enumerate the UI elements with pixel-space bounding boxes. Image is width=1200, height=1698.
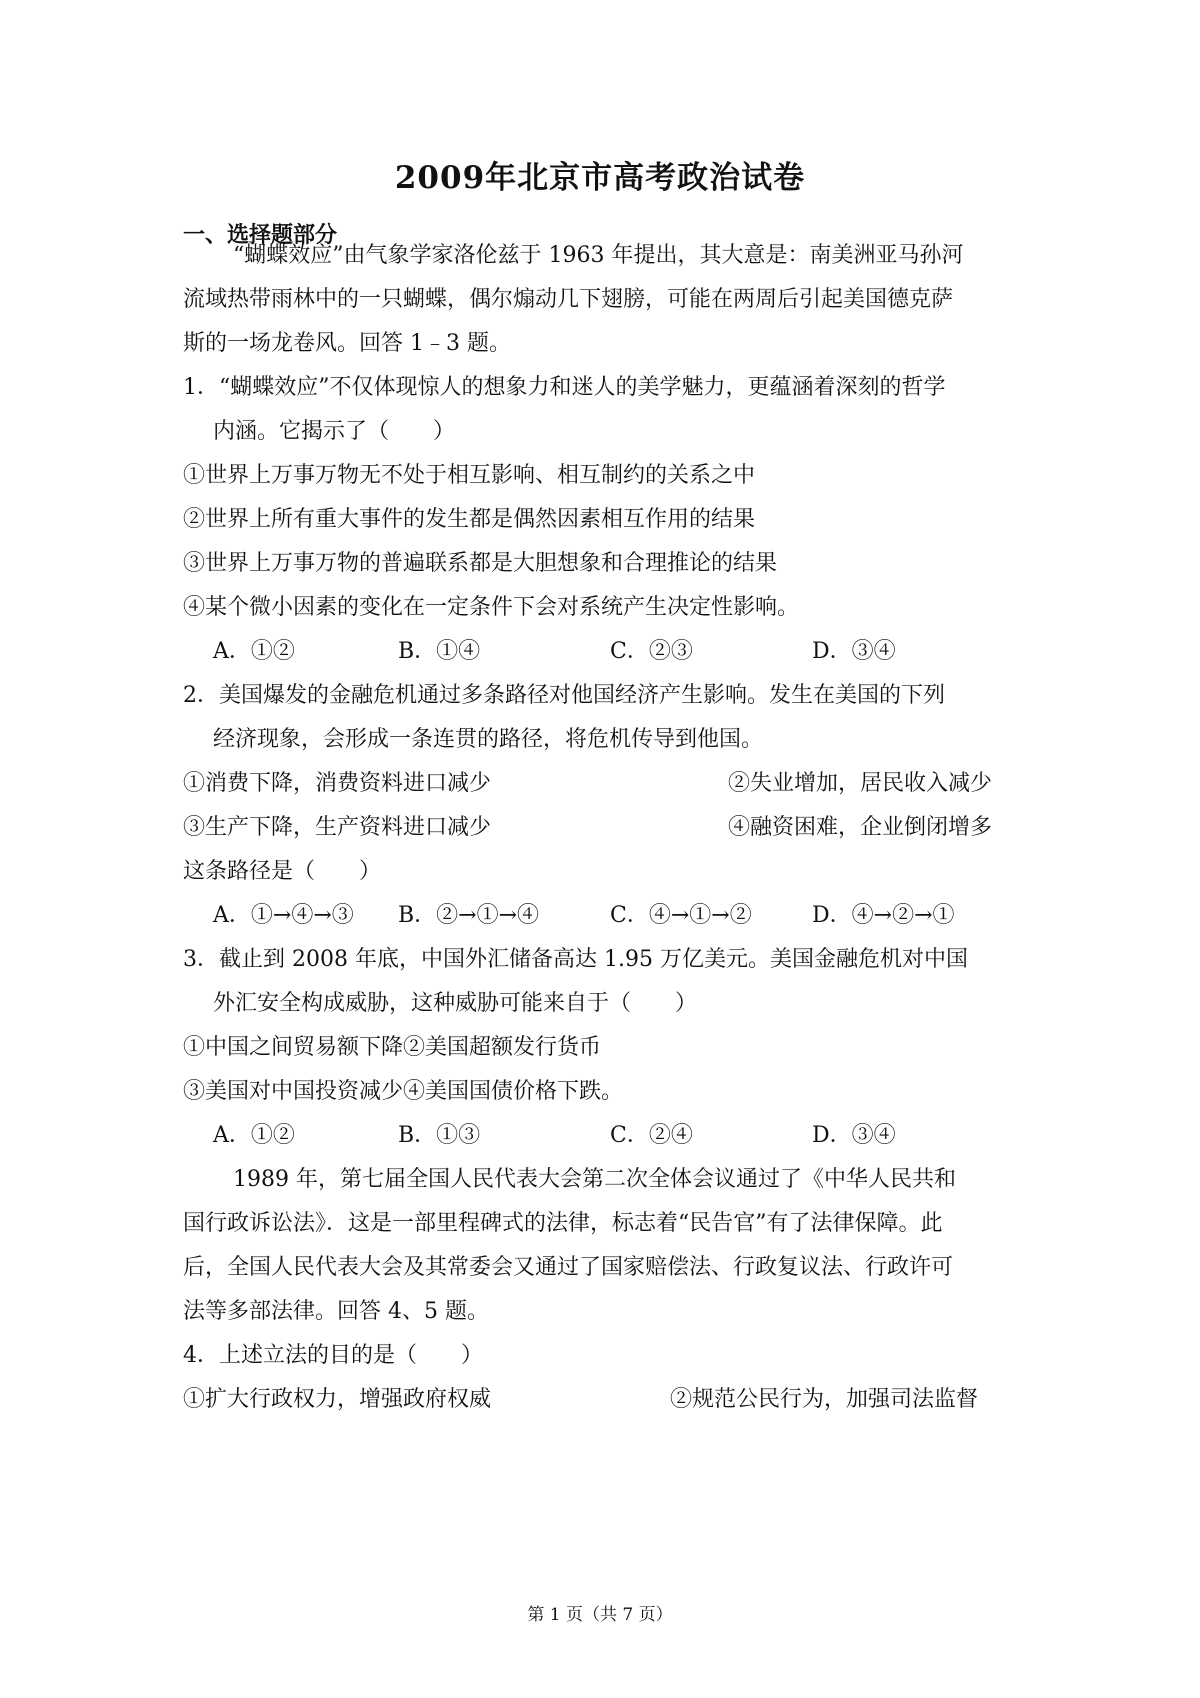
q1-item: ①世界上万事万物无不处于相互影响、相互制约的关系之中 <box>183 463 756 488</box>
q1-option-c: C．②③ <box>610 639 693 664</box>
intro2-line: 法等多部法律。回答 4、5 题。 <box>183 1299 489 1324</box>
q1-item: ②世界上所有重大事件的发生都是偶然因素相互作用的结果 <box>183 507 756 532</box>
q3-item: ③美国对中国投资减少④美国国债价格下跌。 <box>183 1079 624 1104</box>
q4-item: ②规范公民行为，加强司法监督 <box>670 1387 979 1412</box>
intro2-line: 后，全国人民代表大会及其常委会又通过了国家赔偿法、行政复议法、行政许可 <box>183 1255 954 1280</box>
q1-option-a: A．①② <box>213 639 295 664</box>
intro1-line: 流域热带雨林中的一只蝴蝶，偶尔煽动几下翅膀，可能在两周后引起美国德克萨 <box>183 287 954 312</box>
q1-stem: 1．“蝴蝶效应”不仅体现惊人的想象力和迷人的美学魅力，更蕴涵着深刻的哲学 <box>183 375 946 400</box>
q4-stem: 4．上述立法的目的是（ ） <box>183 1343 483 1368</box>
intro2-line: 国行政诉讼法》．这是一部里程碑式的法律，标志着“民告官”有了法律保障。此 <box>183 1211 943 1236</box>
q3-option-c: C．②④ <box>610 1123 693 1148</box>
section-heading: 一、选择题部分 <box>183 222 338 248</box>
q1-item: ④某个微小因素的变化在一定条件下会对系统产生决定性影响。 <box>183 595 800 620</box>
intro1-line: 斯的一场龙卷风。回答 1﹣3 题。 <box>183 331 511 356</box>
q2-option-a: A．①→④→③ <box>213 903 354 928</box>
q3-item: ①中国之间贸易额下降②美国超额发行货币 <box>183 1035 602 1060</box>
q3-option-d: D．③④ <box>812 1123 896 1148</box>
q2-item: ②失业增加，居民收入减少 <box>728 771 993 796</box>
q4-item: ①扩大行政权力，增强政府权威 <box>183 1387 492 1412</box>
q2-option-d: D．④→②→① <box>812 903 955 928</box>
q2-item: ④融资困难，企业倒闭增多 <box>728 815 993 840</box>
q2-item: ③生产下降，生产资料进口减少 <box>183 815 492 840</box>
q1-item: ③世界上万事万物的普遍联系都是大胆想象和合理推论的结果 <box>183 551 778 576</box>
q2-option-b: B．②→①→④ <box>398 903 540 928</box>
intro2-line: 1989 年，第七届全国人民代表大会第二次全体会议通过了《中华人民共和 <box>233 1167 956 1192</box>
q1-stem: 内涵。它揭示了（ ） <box>213 419 456 444</box>
q2-item: ①消费下降，消费资料进口减少 <box>183 771 492 796</box>
intro1-line: “蝴蝶效应”由气象学家洛伦兹于 1963 年提出，其大意是：南美洲亚马孙河 <box>233 243 964 268</box>
q1-option-b: B．①④ <box>398 639 481 664</box>
q3-stem: 外汇安全构成威胁，这种威胁可能来自于（ ） <box>213 991 698 1016</box>
q3-option-b: B．①③ <box>398 1123 481 1148</box>
q2-stem: 经济现象，会形成一条连贯的路径，将危机传导到他国。 <box>213 727 764 752</box>
q1-option-d: D．③④ <box>812 639 896 664</box>
q3-stem: 3．截止到 2008 年底，中国外汇储备高达 1.95 万亿美元。美国金融危机对中国 <box>183 947 968 972</box>
exam-title: 2009年北京市高考政治试卷 <box>394 160 806 196</box>
q3-option-a: A．①② <box>213 1123 295 1148</box>
page-footer: 第 1 页（共 7 页） <box>527 1605 673 1625</box>
q2-option-c: C．④→①→② <box>610 903 752 928</box>
q2-question: 这条路径是（ ） <box>183 859 382 884</box>
q2-stem: 2．美国爆发的金融危机通过多条路径对他国经济产生影响。发生在美国的下列 <box>183 683 945 708</box>
